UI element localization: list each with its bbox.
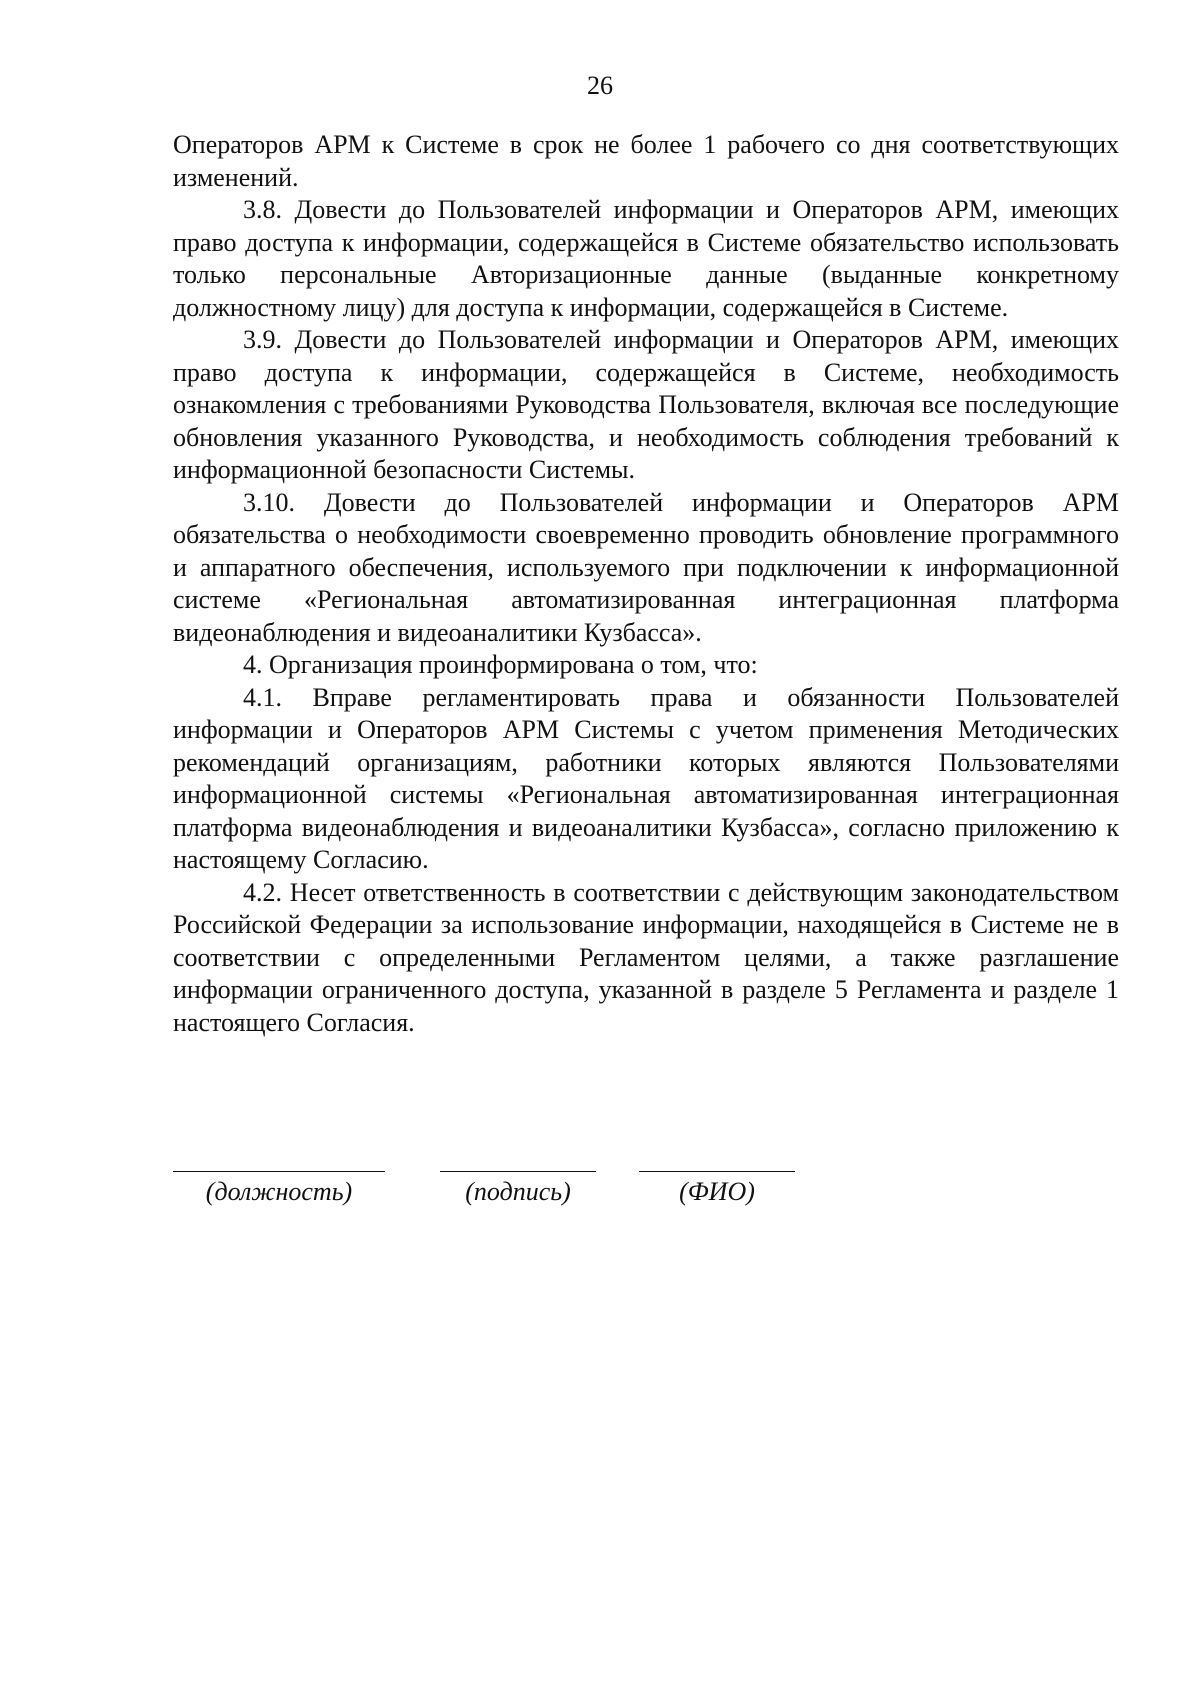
signature-block <box>173 1147 873 1207</box>
document-body <box>173 129 1119 1039</box>
paragraph-4: 4. Организация проинформирована о том, что: <box>243 650 758 679</box>
paragraph-3-8: 3.8. Довести до Пользователей информации и Операторов АРМ, имеющих право доступа к информации, содержащейся в Системе обязательство использовать только персональные Авторизационные данные (выданные конкретному должностному лицу) для доступа к информации, содержащейся в Системе. <box>173 195 1119 322</box>
position-line <box>173 1147 385 1172</box>
signature-field <box>440 1147 596 1208</box>
paragraph-4-2: 4.2. Несет ответственность в соответствии с действующим законодательством Российской Федерации за использование информации, находящейся в Системе не в соответствии с определенными Регламентом целями, а также разглашение информации ограниченного доступа, указанной в разделе 5 Регламента и разделе 1 настоящего Согласия. <box>173 877 1119 1037</box>
paragraph-3-9: 3.9. Довести до Пользователей информации и Операторов АРМ, имеющих право доступа к информации, содержащейся в Системе, необходимость ознакомления с требованиями Руководства Пользователя, включая все последующие обновления указанного Руководства, и необходимость соблюдения требований к информационной безопасности Системы. <box>173 325 1119 484</box>
paragraph-4-1: 4.1. Вправе регламентировать права и обязанности Пользователей информации и Операторов АРМ Системы с учетом применения Методических рекомендаций организациям, работники которых являются Пользователями информационной системы «Региональная автоматизированная интеграционная платформа видеонаблюдения и видеоаналитики Кузбасса», согласно приложению к настоящему Согласию. <box>173 682 1119 874</box>
signature-line <box>440 1147 596 1172</box>
position-field <box>173 1147 385 1208</box>
name-caption: (ФИО) <box>679 1177 755 1206</box>
name-field <box>639 1147 795 1208</box>
signature-caption: (подпись) <box>465 1177 571 1206</box>
paragraph-continuation: Операторов АРМ к Системе в срок не более 1 рабочего со дня соответствующих изменений. <box>173 130 1119 192</box>
position-caption: (должность) <box>205 1177 353 1206</box>
name-line <box>639 1147 795 1172</box>
paragraph-3-10: 3.10. Довести до Пользователей информации и Операторов АРМ обязательства о необходимости своевременно проводить обновление программного и аппаратного обеспечения, используемого при подключении к информационной системе «Региональная автоматизированная интеграционная платформа видеонаблюдения и видеоаналитики Кузбасса». <box>173 487 1119 647</box>
page-number: 26 <box>587 71 613 100</box>
